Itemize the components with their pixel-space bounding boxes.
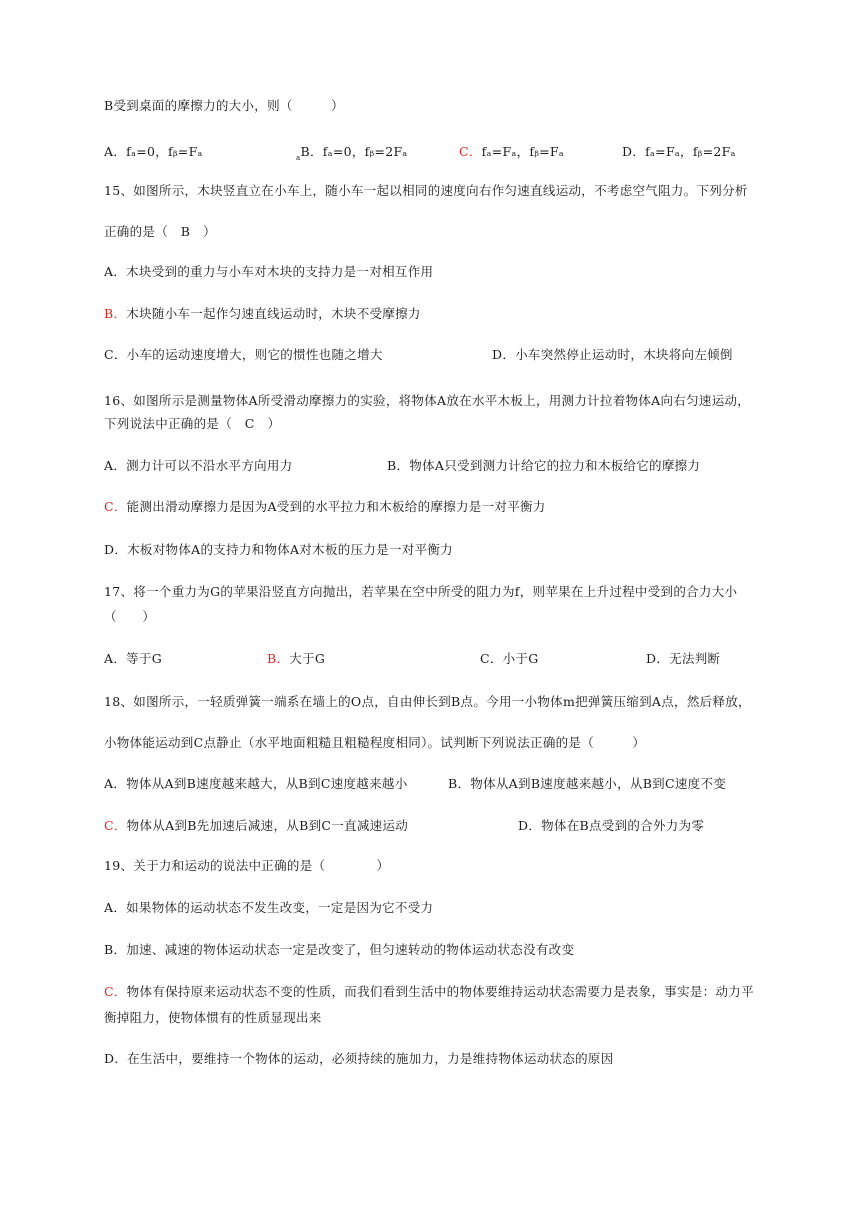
- q14-stem-tail: B受到桌面的摩擦力的大小，则（ ）: [104, 98, 344, 113]
- q17-stem-line2: （ ）: [104, 609, 156, 624]
- option-text: fₐ=0，fᵦ=2Fₐ: [322, 144, 408, 159]
- q18-option-b: B．物体从A到B速度越来越小，从B到C速度不变: [448, 776, 727, 791]
- q15-option-d: D．小车突然停止运动时，木块将向左倾倒: [492, 347, 733, 362]
- q15-stem-line1: 15、如图所示，木块竖直立在小车上，随小车一起以相同的速度向右作匀速直线运动，不考虑空气阻力。下列分析: [104, 183, 748, 198]
- option-label: D．: [622, 144, 646, 159]
- q17-option-c: C．小于G: [480, 651, 539, 666]
- option-text: 木块随小车一起作匀速直线运动时，木块不受摩擦力: [126, 306, 421, 321]
- option-text: fₐ=0，fᵦ=Fₐ: [126, 144, 203, 159]
- q15-option-c: C．小车的运动速度增大，则它的惯性也随之增大: [104, 347, 383, 362]
- q17-option-b: [267, 651, 325, 667]
- q16-stem-line2: 下列说法中正确的是（ C ）: [104, 416, 281, 431]
- q16-option-d: D．木板对物体A的支持力和物体A对木板的压力是一对平衡力: [104, 542, 453, 557]
- q14-option-b: [296, 144, 408, 166]
- q17-stem-line1: 17、将一个重力为G的苹果沿竖直方向抛出，若苹果在空中所受的阻力为f，则苹果在上升过程中受到的合力大小: [104, 584, 738, 599]
- q19-option-c-line1: [104, 984, 754, 1000]
- q14-option-c: [459, 144, 564, 160]
- q14-option-a: [104, 144, 203, 160]
- option-label: A．: [104, 144, 127, 159]
- q15-option-a: A．木块受到的重力与小车对木块的支持力是一对相互作用: [104, 264, 434, 279]
- option-text: 物体从A到B先加速后减速，从B到C一直减速运动: [126, 818, 409, 833]
- q18-stem-line1: 18、如图所示，一轻质弹簧一端系在墙上的O点，自由伸长到B点。今用一小物体m把弹簧压缩到A点，然后释放，: [104, 694, 751, 709]
- q19-option-a: A．如果物体的运动状态不发生改变，一定是因为它不受力: [104, 900, 434, 915]
- q16-stem-line1: 16、如图所示是测量物体A所受滑动摩擦力的实验，将物体A放在水平木板上，用测力计拉着物体A向右匀速运动，: [104, 393, 751, 408]
- q19-stem: 19、关于力和运动的说法中正确的是（ ）: [104, 858, 390, 873]
- q17-option-d: D．无法判断: [646, 651, 721, 666]
- q16-option-b: B．物体A只受到测力计给它的拉力和木板给它的摩擦力: [387, 458, 701, 473]
- q18-option-a: A．物体从A到B速度越来越大，从B到C速度越来越小: [104, 776, 408, 791]
- q16-option-c: [104, 499, 546, 515]
- option-text: 物体有保持原来运动状态不变的性质，而我们看到生活中的物体要维持运动状态需要力是表象，事实是：动力平: [126, 984, 754, 999]
- q18-stem-line2: 小物体能运动到C点静止（水平地面粗糙且粗糙程度相同）。试判断下列说法正确的是（ ）: [104, 735, 646, 750]
- option-text: fₐ=Fₐ，fᵦ=2Fₐ: [645, 144, 736, 159]
- option-label: B．: [300, 144, 323, 159]
- q18-option-d: D．物体在B点受到的合外力为零: [518, 818, 705, 833]
- answer-label: B．: [267, 651, 290, 666]
- q19-option-c-line2: 衡掉阻力，使物体惯有的性质显现出来: [104, 1010, 322, 1025]
- option-mark: a: [296, 154, 301, 162]
- q14-option-d: [622, 144, 736, 160]
- answer-label: B．: [104, 306, 127, 321]
- option-text: fₐ=Fₐ，fᵦ=Fₐ: [481, 144, 565, 159]
- q19-option-b: B．加速、减速的物体运动状态一定是改变了，但匀速转动的物体运动状态没有改变: [104, 942, 575, 957]
- option-text: 能测出滑动摩擦力是因为A受到的水平拉力和木板给的摩擦力是一对平衡力: [126, 499, 546, 514]
- answer-label: C．: [104, 984, 127, 999]
- q17-option-a: A．等于G: [104, 651, 163, 666]
- q19-option-d: D．在生活中，要维持一个物体的运动，必须持续的施加力，力是维持物体运动状态的原因: [104, 1051, 614, 1066]
- q15-option-b: [104, 306, 421, 322]
- q15-stem-line2: 正确的是（ B ）: [104, 224, 216, 239]
- answer-label: C．: [104, 499, 127, 514]
- option-text: 大于G: [289, 651, 326, 666]
- q18-option-c: [104, 818, 408, 834]
- answer-label: C．: [104, 818, 127, 833]
- answer-label: C．: [459, 144, 482, 159]
- q16-option-a: A．测力计可以不沿水平方向用力: [104, 458, 293, 473]
